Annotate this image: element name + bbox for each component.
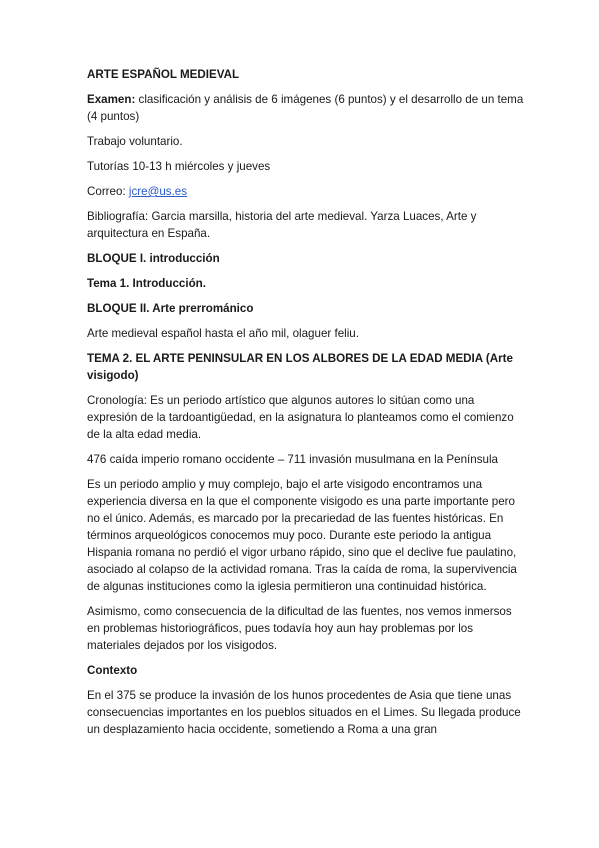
bloque-2-heading: BLOQUE II. Arte prerrománico <box>87 302 254 315</box>
periodo-paragraph: Es un periodo amplio y muy complejo, bajo el arte visigodo encontramos una experiencia diversa en la que el componente visigodo es una parte importante pero no el único. Además, es marcado por la precariedad de las fuentes históricas. En términos arqueológicos conocemos muy poco. Durante este periodo la antigua Hispania romana no perdió el vigor urbano rápido, sino que el declive fue paulatino, asociado al colapso de la actividad romana. Tras la caída de roma, la supervivencia de algunas instituciones como la iglesia permitieron una continuidad histórica. <box>87 478 517 593</box>
exam-text: clasificación y análisis de 6 imágenes (6 puntos) y el desarrollo de un tema (4 puntos) <box>87 93 524 123</box>
tema-1-heading: Tema 1. Introducción. <box>87 277 206 290</box>
asimismo-paragraph: Asimismo, como consecuencia de la dificultad de las fuentes, nos vemos inmersos en problemas historiográficos, pues todavía hoy aun hay problemas por los materiales dejados por los visigodos. <box>87 605 512 652</box>
tema-2-heading: TEMA 2. EL ARTE PENINSULAR EN LOS ALBORES DE LA EDAD MEDIA (Arte visigodo) <box>87 352 513 382</box>
fechas-paragraph: 476 caída imperio romano occidente – 711 invasión musulmana en la Península <box>87 453 498 466</box>
trabajo-paragraph: Trabajo voluntario. <box>87 135 183 148</box>
bibliografia-paragraph: Bibliografía: Garcia marsilla, historia del arte medieval. Yarza Luaces, Arte y arquitectura en España. <box>87 210 477 240</box>
email-link[interactable]: jcre@us.es <box>128 185 188 198</box>
arte-medieval-paragraph: Arte medieval español hasta el año mil, olaguer feliu. <box>87 327 359 340</box>
en375-paragraph: En el 375 se produce la invasión de los hunos procedentes de Asia que tiene unas consecuencias importantes en los pueblos situados en el Limes. Su llegada produce un desplazamiento hacia occidente, sometiendo a Roma a una gran <box>87 689 521 736</box>
contexto-heading: Contexto <box>87 664 138 677</box>
cronologia-paragraph: Cronología: Es un periodo artístico que algunos autores lo sitúan como una expresión de la tardoantigüedad, en la asignatura lo planteamos como el comienzo de la alta edad media. <box>87 394 514 441</box>
correo-label: Correo: <box>87 185 129 198</box>
doc-title: ARTE ESPAÑOL MEDIEVAL <box>87 68 240 81</box>
document-page <box>87 66 527 746</box>
exam-paragraph <box>87 91 527 125</box>
correo-paragraph <box>87 183 527 200</box>
exam-label: Examen: <box>87 93 136 106</box>
tutorias-paragraph: Tutorías 10-13 h miércoles y jueves <box>87 160 271 173</box>
bloque-1-heading: BLOQUE I. introducción <box>87 252 220 265</box>
